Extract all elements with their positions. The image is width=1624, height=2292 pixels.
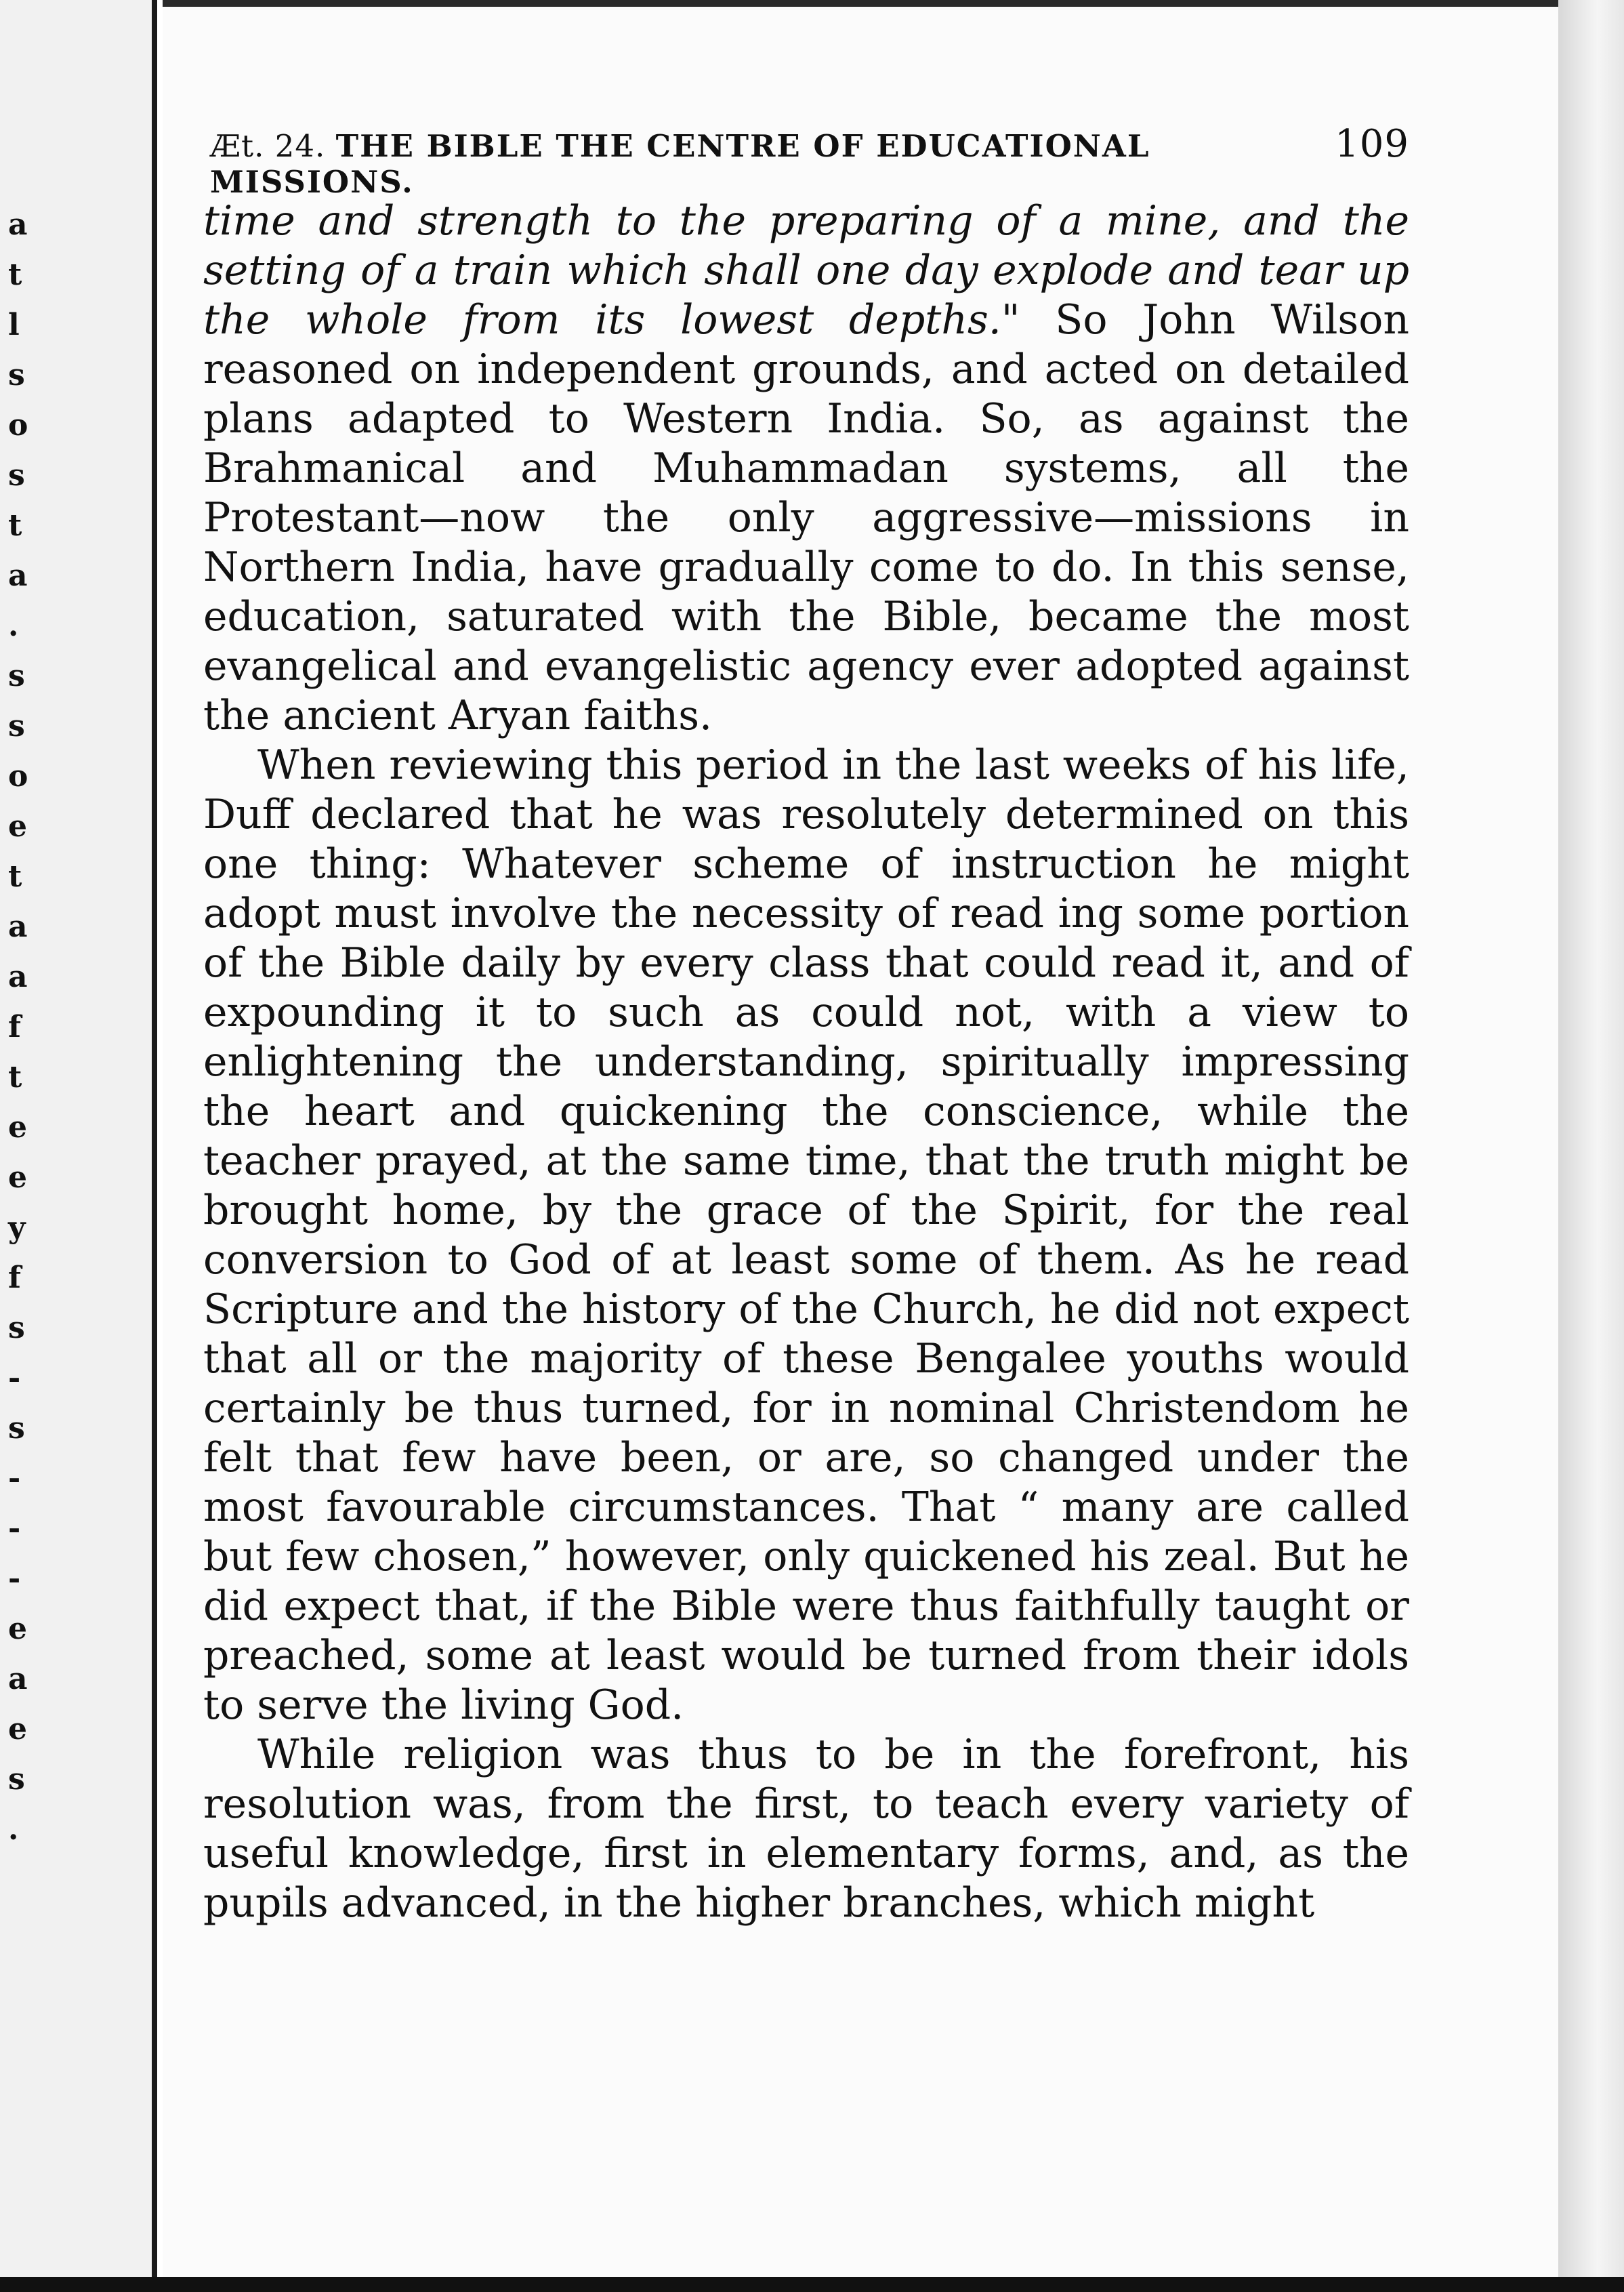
margin-fragment: s bbox=[8, 1762, 25, 1797]
quoted-italic-text: time and strength to the preparing of a mine, and the setting of a train which shall one day explode and tear up the whole from its lowest depths." bbox=[203, 197, 1409, 344]
paragraph-3: While religion was thus to be in the forefront, his resolution was, from the first, to teach every variety of useful knowledge, first in elementary forms, and, as the pupils advanced, in the higher branches, which might bbox=[203, 1731, 1409, 1927]
paragraph-2: When reviewing this period in the last weeks of his life, Duff declared that he was resolutely determined on this one thing: Whatever scheme of instruction he might adopt must involve the necessity of read ing some portion of the Bible daily by every class that could read it, and of expounding it to such as could not, with a view to enlightening the understanding, spiritually impressing the heart and quickening the conscience, while the teacher prayed, at the same time, that the truth might be brought home, by the grace of the Spirit, for the real conversion to God of at least some of them. As he read Scripture and the history of the Church, he did not expect that all or the majority of these Bengalee youths would certainly be thus turned, for in nominal Christendom he felt that few have been, or are, so changed under the most favourable circumstances. That “ many are called but few chosen,” however, only quickened his zeal. But he did expect that, if the Bible were thus faithfully taught or preached, some at least would be turned from their idols to serve the living God. bbox=[203, 741, 1409, 1729]
margin-fragment: . bbox=[8, 1812, 19, 1847]
page-edge-shadow bbox=[1558, 0, 1624, 2292]
margin-fragment: s bbox=[8, 659, 25, 693]
regnal-year: Æt. 24. bbox=[210, 128, 326, 164]
paragraph-1 bbox=[203, 197, 1409, 741]
margin-fragment: o bbox=[8, 408, 28, 443]
margin-fragment: - bbox=[8, 1361, 21, 1395]
margin-fragment: - bbox=[8, 1511, 21, 1546]
margin-fragment: t bbox=[8, 508, 22, 543]
margin-fragment: t bbox=[8, 258, 22, 292]
margin-fragment: e bbox=[8, 1110, 27, 1145]
margin-fragment: a bbox=[8, 1662, 28, 1696]
margin-fragment: a bbox=[8, 207, 28, 242]
margin-fragment: a bbox=[8, 558, 28, 593]
margin-fragment: . bbox=[8, 609, 19, 643]
margin-fragment: a bbox=[8, 909, 28, 944]
header-left bbox=[210, 128, 1335, 200]
margin-fragment: t bbox=[8, 859, 22, 894]
margin-fragment: y bbox=[8, 1210, 26, 1245]
margin-fragment: o bbox=[8, 759, 28, 794]
running-title: THE BIBLE THE CENTRE OF EDUCATIONAL MISSIONS. bbox=[210, 128, 1150, 200]
paragraph-text: So John Wilson reasoned on independent grounds, and acted on detailed plans adapted to Western India. So, as against the Brahmanical and Muhammadan systems, all the Protestant—now the only aggressive—missions in Northern India, have gradually come to do. In this sense, education, saturated with the Bible, became the most evangelical and evangelistic agency ever adopted against the ancient Aryan faiths. bbox=[203, 296, 1409, 739]
facing-page-edge bbox=[0, 0, 157, 2292]
margin-fragment: s bbox=[8, 358, 25, 392]
margin-fragment: s bbox=[8, 1311, 25, 1345]
margin-fragment: - bbox=[8, 1561, 21, 1596]
margin-fragment: t bbox=[8, 1060, 22, 1094]
running-header bbox=[210, 122, 1409, 200]
margin-fragment: l bbox=[8, 308, 20, 342]
margin-fragment: s bbox=[8, 458, 25, 493]
margin-fragment: f bbox=[8, 1010, 21, 1044]
margin-fragment: - bbox=[8, 1461, 21, 1496]
page-body bbox=[203, 197, 1409, 1928]
margin-fragment: s bbox=[8, 709, 25, 743]
margin-fragment: e bbox=[8, 1712, 27, 1746]
margin-fragment: e bbox=[8, 809, 27, 844]
margin-fragment: s bbox=[8, 1411, 25, 1446]
margin-fragment: e bbox=[8, 1612, 27, 1646]
margin-fragment: e bbox=[8, 1160, 27, 1195]
page-number: 109 bbox=[1335, 122, 1409, 166]
scan-bottom-edge bbox=[0, 2277, 1624, 2292]
margin-fragment: f bbox=[8, 1261, 21, 1295]
margin-fragment: a bbox=[8, 960, 28, 994]
